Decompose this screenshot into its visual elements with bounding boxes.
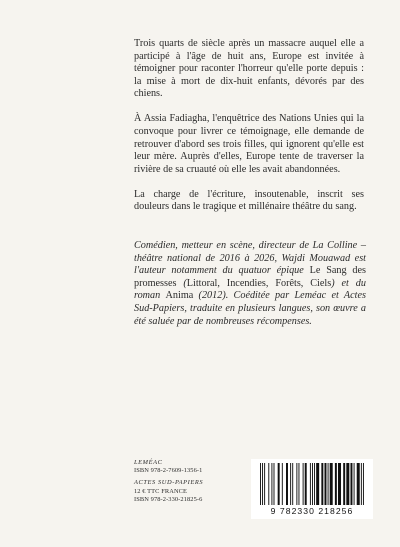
synopsis-paragraph-1: Trois quarts de siècle après un massacre auquel elle a participé à l'âge de huit ans, Europe est invitée à témoigner pour raconter l'horreur qu'elle porte depuis : la mise à mort de dix-huit enfants, dévorés par des chiens. bbox=[134, 38, 364, 100]
barcode-bar bbox=[262, 463, 263, 505]
barcode-bar bbox=[290, 463, 291, 505]
barcode-bar bbox=[335, 463, 337, 505]
barcode-bar bbox=[312, 463, 313, 505]
publisher-lemeac: LEMÉAC bbox=[134, 459, 163, 466]
barcode-bar bbox=[278, 463, 280, 505]
author-bio bbox=[134, 240, 366, 328]
bio-text-4: (2012). Coéditée par Leméac et Actes Sud-Papiers, traduite en plusieurs langues, son œuvre a été saluée par de nombreuses récompenses. bbox=[134, 290, 366, 327]
barcode-bar bbox=[271, 463, 272, 505]
bio-title-2: Anima bbox=[165, 290, 194, 302]
barcode-bar bbox=[268, 463, 269, 505]
isbn-actes-sud: ISBN 978-2-330-21825-6 bbox=[134, 495, 203, 503]
barcode-bar bbox=[260, 463, 261, 505]
imprint bbox=[134, 459, 254, 504]
barcode-bar bbox=[310, 463, 311, 505]
barcode-bar bbox=[264, 463, 265, 505]
barcode-bars bbox=[259, 463, 365, 505]
barcode-bar bbox=[274, 463, 275, 505]
publisher-actes-sud: ACTES SUD-PAPIERS bbox=[134, 479, 204, 487]
barcode-bar bbox=[338, 463, 341, 505]
barcode-bar bbox=[282, 463, 283, 505]
barcode bbox=[251, 459, 373, 519]
synopsis-paragraph-3: La charge de l'écriture, insoutenable, inscrit ses douleurs dans le tragique et millénaire théâtre du sang. bbox=[134, 188, 364, 213]
price: 12 € TTC FRANCE bbox=[134, 487, 188, 495]
barcode-bar bbox=[324, 463, 326, 505]
barcode-digits: 9 782330 218256 bbox=[270, 506, 354, 516]
bio-title-1: Le Sang des promesses bbox=[134, 265, 366, 289]
barcode-bar bbox=[350, 463, 352, 505]
barcode-bar bbox=[363, 463, 364, 505]
bio-text-3: ) et du roman bbox=[134, 277, 366, 302]
bio-text-2: ( bbox=[176, 277, 187, 289]
barcode-bar bbox=[296, 463, 297, 505]
synopsis-paragraph-2: À Assia Fadiagha, l'enquêtrice des Nations Unies qui la convoque pour livrer ce témoignage, elle demande de retrouver d'abord ses trois filles, qui ignorent qu'elle est leur mère. Auprès d'elles, Europe tente de traverser la rivière de sa cruauté où elle les avait abandonnées. bbox=[134, 113, 364, 175]
barcode-bar bbox=[357, 463, 360, 505]
barcode-bar bbox=[328, 463, 329, 505]
barcode-bar bbox=[316, 463, 319, 505]
barcode-bar bbox=[321, 463, 323, 505]
barcode-bar bbox=[361, 463, 362, 505]
barcode-bar bbox=[343, 463, 345, 505]
barcode-bar bbox=[330, 463, 333, 505]
barcode-bar bbox=[286, 463, 288, 505]
barcode-bar bbox=[354, 463, 355, 505]
barcode-bar bbox=[314, 463, 315, 505]
bio-text-1: Comédien, metteur en scène, directeur de La Colline – théâtre national de 2016 à 2026, Wajdi Mouawad est l'auteur notamment du quatuor épique bbox=[134, 240, 366, 277]
barcode-bar bbox=[303, 463, 304, 505]
barcode-bar bbox=[298, 463, 299, 505]
isbn-lemeac: ISBN 978-2-7609-1356-1 bbox=[134, 467, 203, 475]
barcode-bar bbox=[292, 463, 293, 505]
bio-works: Littoral, Incendies, Forêts, Ciels bbox=[186, 277, 332, 289]
barcode-bar bbox=[346, 463, 349, 505]
synopsis bbox=[134, 38, 364, 226]
barcode-bar bbox=[305, 463, 307, 505]
